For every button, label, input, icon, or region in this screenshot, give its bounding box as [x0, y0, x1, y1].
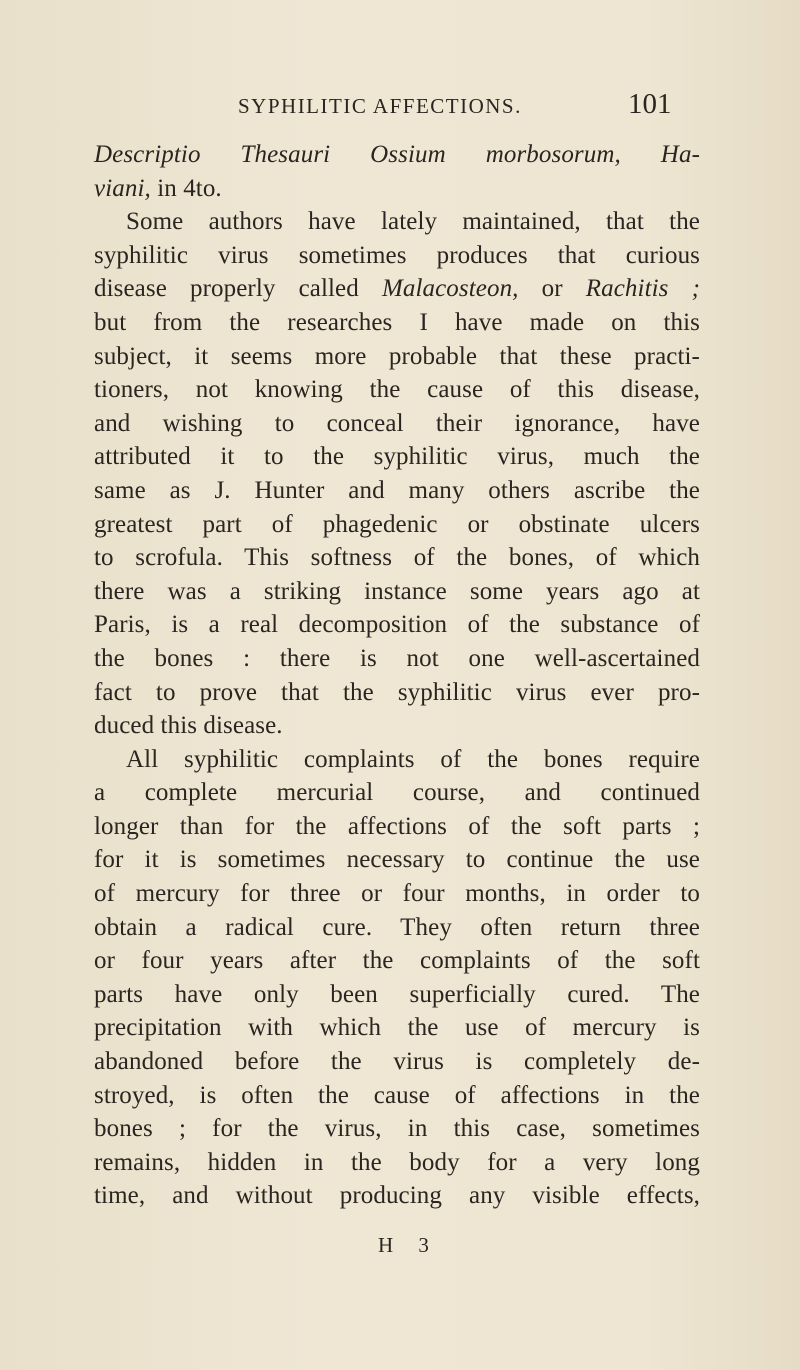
italic-citation: viani, [94, 174, 151, 202]
text-line [94, 272, 700, 306]
text-line: or four years after the complaints of the soft [94, 947, 700, 975]
text-line: duced this disease. [94, 712, 283, 740]
italic-citation: Descriptio Thesauri Ossium morbosorum, Ha- [94, 141, 700, 168]
text-line: fact to prove that the syphilitic virus ever pro- [94, 678, 700, 706]
text-line [94, 172, 700, 206]
text-line: attributed it to the syphilitic virus, much the [94, 443, 700, 471]
text-line: longer than for the affections of the soft parts ; [94, 812, 700, 840]
text-line: for it is sometimes necessary to continue the use [94, 846, 700, 874]
text-line: abandoned before the virus is completely de- [94, 1048, 700, 1076]
running-title: SYPHILITIC AFFECTIONS. [238, 94, 522, 118]
text-line: subject, it seems more probable that these practi- [94, 342, 700, 370]
text-line: precipitation with which the use of mercury is [94, 1014, 700, 1042]
text-line: a complete mercurial course, and continued [94, 779, 700, 807]
text-line: Paris, is a real decomposition of the substance of [94, 611, 700, 639]
paragraph-start-line: Some authors have lately maintained, that the [126, 208, 700, 236]
text-line: there was a striking instance some years ago at [94, 577, 700, 605]
italic-term: Rachitis ; [585, 275, 700, 303]
text-line: syphilitic virus sometimes produces that curious [94, 241, 700, 269]
text-span: in 4to. [150, 174, 222, 202]
text-line: bones ; for the virus, in this case, sometimes [94, 1115, 700, 1143]
text-line: tioners, not knowing the cause of this disease, [94, 376, 700, 404]
text-line: but from the researches I have made on this [94, 308, 700, 336]
text-line: of mercury for three or four months, in order to [94, 880, 700, 908]
text-line: and wishing to conceal their ignorance, have [94, 409, 700, 437]
text-span: or [518, 275, 586, 303]
paragraph-start-line: All syphilitic complaints of the bones require [126, 745, 700, 773]
text-line: time, and without producing any visible effects, [94, 1182, 700, 1210]
text-line: stroyed, is often the cause of affections in the [94, 1081, 700, 1109]
text-line: obtain a radical cure. They often return three [94, 913, 700, 941]
text-line [94, 138, 700, 172]
running-head [238, 88, 738, 128]
text-line: greatest part of phagedenic or obstinate ulcers [94, 510, 700, 538]
signature-mark: H 3 [378, 1233, 439, 1257]
text-line: parts have only been superficially cured. The [94, 980, 700, 1008]
body-text [94, 138, 700, 1213]
page-number: 101 [628, 88, 672, 120]
italic-term: Malacosteon, [381, 275, 519, 303]
text-line: remains, hidden in the body for a very long [94, 1148, 700, 1176]
text-line: to scrofula. This softness of the bones, of which [94, 544, 700, 572]
text-span: disease properly called [94, 275, 382, 303]
text-line: same as J. Hunter and many others ascribe the [94, 476, 700, 504]
text-line: the bones : there is not one well-ascertained [94, 644, 700, 672]
